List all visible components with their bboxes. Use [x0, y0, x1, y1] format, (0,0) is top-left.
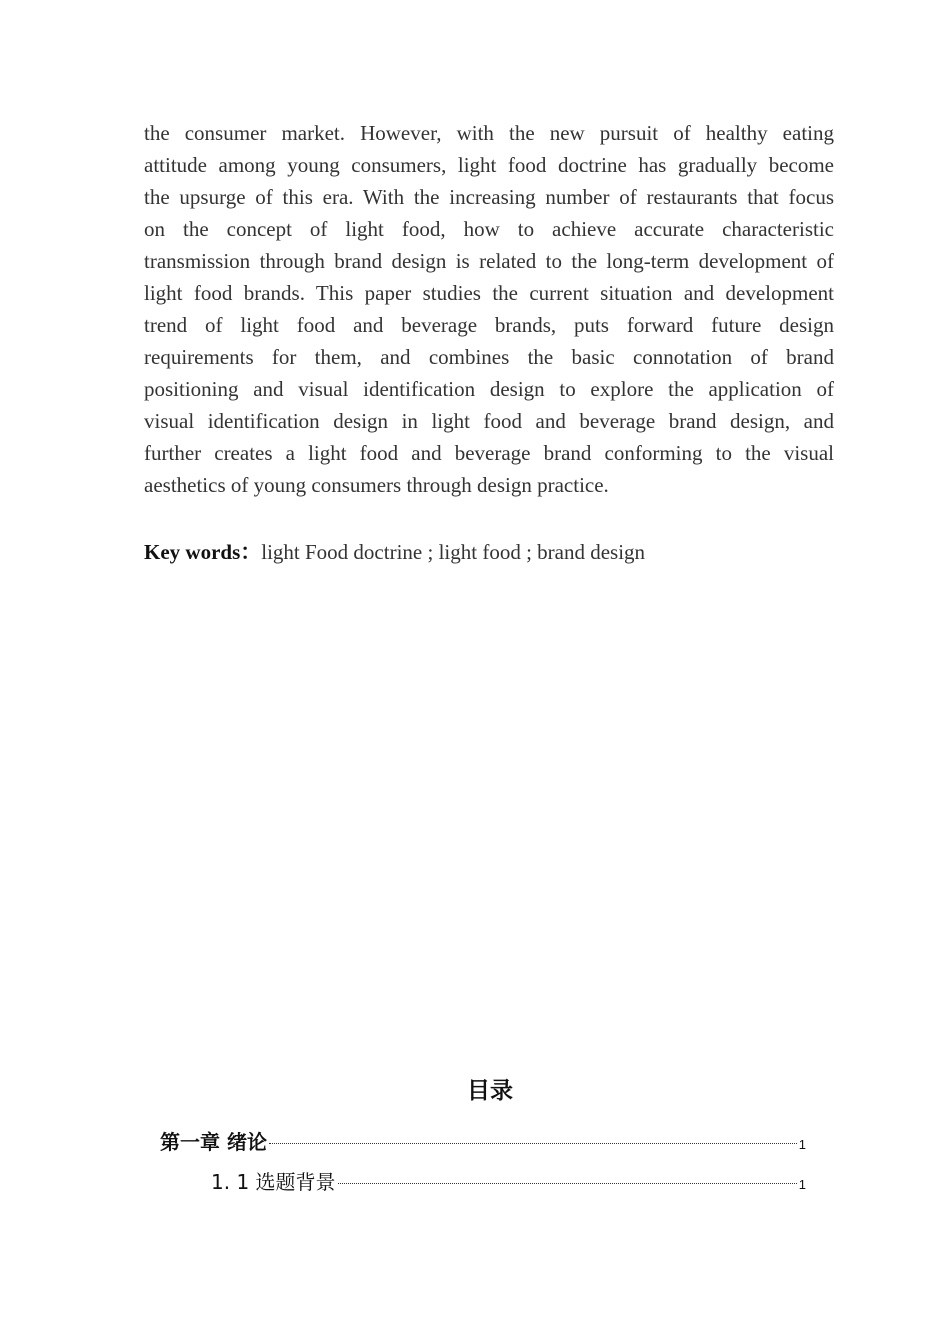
abstract-line: requirements for them, and combines the basic connotation of brand: [144, 345, 834, 369]
abstract-line: on the concept of light food, how to achieve accurate characteristic: [144, 217, 834, 241]
abstract-body: [144, 117, 834, 501]
keywords: [144, 536, 645, 568]
toc-entry-section-1-1[interactable]: [211, 1167, 806, 1200]
toc-title: 目录: [467, 1078, 513, 1104]
toc-page-number: 1: [798, 1177, 806, 1192]
toc-entry-label: 1. 1 选题背景: [211, 1170, 336, 1194]
abstract-line: the consumer market. However, with the new pursuit of healthy eating: [144, 121, 834, 145]
toc-entry-label: 第一章 绪论: [160, 1130, 267, 1154]
toc-dot-leader: [269, 1143, 797, 1144]
abstract-line: aesthetics of young consumers through design practice.: [144, 473, 609, 497]
toc-entry-chapter-1[interactable]: [160, 1127, 806, 1160]
abstract-line: positioning and visual identification design to explore the application of: [144, 377, 834, 401]
abstract-line: visual identification design in light food and beverage brand design, and: [144, 409, 834, 433]
toc-dot-leader: [338, 1183, 797, 1184]
toc-page-number: 1: [798, 1137, 806, 1152]
abstract-line: light food brands. This paper studies the current situation and development: [144, 281, 834, 305]
abstract-line: transmission through brand design is related to the long-term development of: [144, 249, 834, 273]
abstract-line: trend of light food and beverage brands, puts forward future design: [144, 313, 834, 337]
abstract-line: attitude among young consumers, light food doctrine has gradually become: [144, 153, 834, 177]
abstract-line: further creates a light food and beverage brand conforming to the visual: [144, 441, 834, 465]
keywords-label: Key words：: [144, 540, 262, 564]
abstract-line: the upsurge of this era. With the increasing number of restaurants that focus: [144, 185, 834, 209]
keywords-value: light Food doctrine ; light food ; brand design: [261, 540, 646, 564]
